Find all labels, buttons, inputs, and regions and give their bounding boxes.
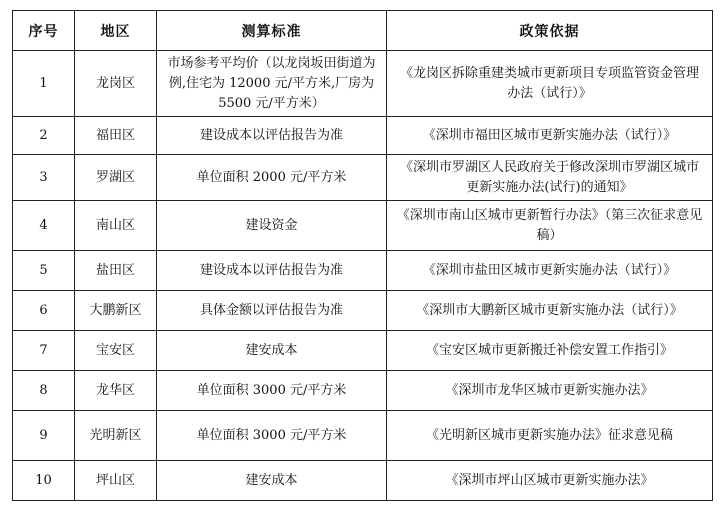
cell-no: 9 xyxy=(13,411,75,461)
header-region: 地区 xyxy=(75,11,157,51)
table-row xyxy=(13,201,713,251)
table-row xyxy=(13,331,713,371)
cell-no: 2 xyxy=(13,117,75,155)
cell-standard: 建设成本以评估报告为准 xyxy=(157,117,387,155)
table-row xyxy=(13,117,713,155)
cell-policy: 《宝安区城市更新搬迁补偿安置工作指引》 xyxy=(387,331,713,371)
cell-no: 10 xyxy=(13,461,75,501)
cell-policy: 《深圳市大鹏新区城市更新实施办法（试行）》 xyxy=(387,291,713,331)
table-row xyxy=(13,411,713,461)
cell-region: 罗湖区 xyxy=(75,155,157,201)
cell-region: 光明新区 xyxy=(75,411,157,461)
cell-standard: 建安成本 xyxy=(157,461,387,501)
cell-no: 6 xyxy=(13,291,75,331)
cell-region: 大鹏新区 xyxy=(75,291,157,331)
cell-no: 4 xyxy=(13,201,75,251)
cell-policy: 《深圳市罗湖区人民政府关于修改深圳市罗湖区城市更新实施办法(试行)的通知》 xyxy=(387,155,713,201)
cell-policy: 《深圳市龙华区城市更新实施办法》 xyxy=(387,371,713,411)
policy-table xyxy=(12,10,713,501)
cell-region: 盐田区 xyxy=(75,251,157,291)
cell-policy: 《龙岗区拆除重建类城市更新项目专项监管资金管理办法（试行）》 xyxy=(387,51,713,117)
cell-region: 宝安区 xyxy=(75,331,157,371)
table-row xyxy=(13,461,713,501)
cell-region: 龙华区 xyxy=(75,371,157,411)
table-header-row xyxy=(13,11,713,51)
cell-standard: 建安成本 xyxy=(157,331,387,371)
header-no: 序号 xyxy=(13,11,75,51)
cell-region: 龙岗区 xyxy=(75,51,157,117)
cell-policy: 《深圳市盐田区城市更新实施办法（试行）》 xyxy=(387,251,713,291)
cell-policy: 《深圳市坪山区城市更新实施办法》 xyxy=(387,461,713,501)
cell-no: 3 xyxy=(13,155,75,201)
table-row xyxy=(13,251,713,291)
table-row xyxy=(13,51,713,117)
cell-region: 南山区 xyxy=(75,201,157,251)
table-row xyxy=(13,371,713,411)
cell-no: 8 xyxy=(13,371,75,411)
cell-standard: 单位面积 3000 元/平方米 xyxy=(157,371,387,411)
cell-no: 1 xyxy=(13,51,75,117)
cell-standard: 具体金额以评估报告为准 xyxy=(157,291,387,331)
header-standard: 测算标准 xyxy=(157,11,387,51)
cell-standard: 建设资金 xyxy=(157,201,387,251)
cell-no: 5 xyxy=(13,251,75,291)
cell-standard: 单位面积 2000 元/平方米 xyxy=(157,155,387,201)
table-row xyxy=(13,291,713,331)
cell-policy: 《光明新区城市更新实施办法》征求意见稿 xyxy=(387,411,713,461)
cell-policy: 《深圳市福田区城市更新实施办法（试行）》 xyxy=(387,117,713,155)
cell-region: 福田区 xyxy=(75,117,157,155)
table-row xyxy=(13,155,713,201)
cell-no: 7 xyxy=(13,331,75,371)
header-policy: 政策依据 xyxy=(387,11,713,51)
cell-policy: 《深圳市南山区城市更新暂行办法》（第三次征求意见稿） xyxy=(387,201,713,251)
policy-table-container xyxy=(12,10,713,501)
cell-standard: 建设成本以评估报告为准 xyxy=(157,251,387,291)
cell-region: 坪山区 xyxy=(75,461,157,501)
cell-standard: 单位面积 3000 元/平方米 xyxy=(157,411,387,461)
cell-standard: 市场参考平均价（以龙岗坂田街道为例,住宅为 12000 元/平方米,厂房为 5500 元/平方米） xyxy=(157,51,387,117)
